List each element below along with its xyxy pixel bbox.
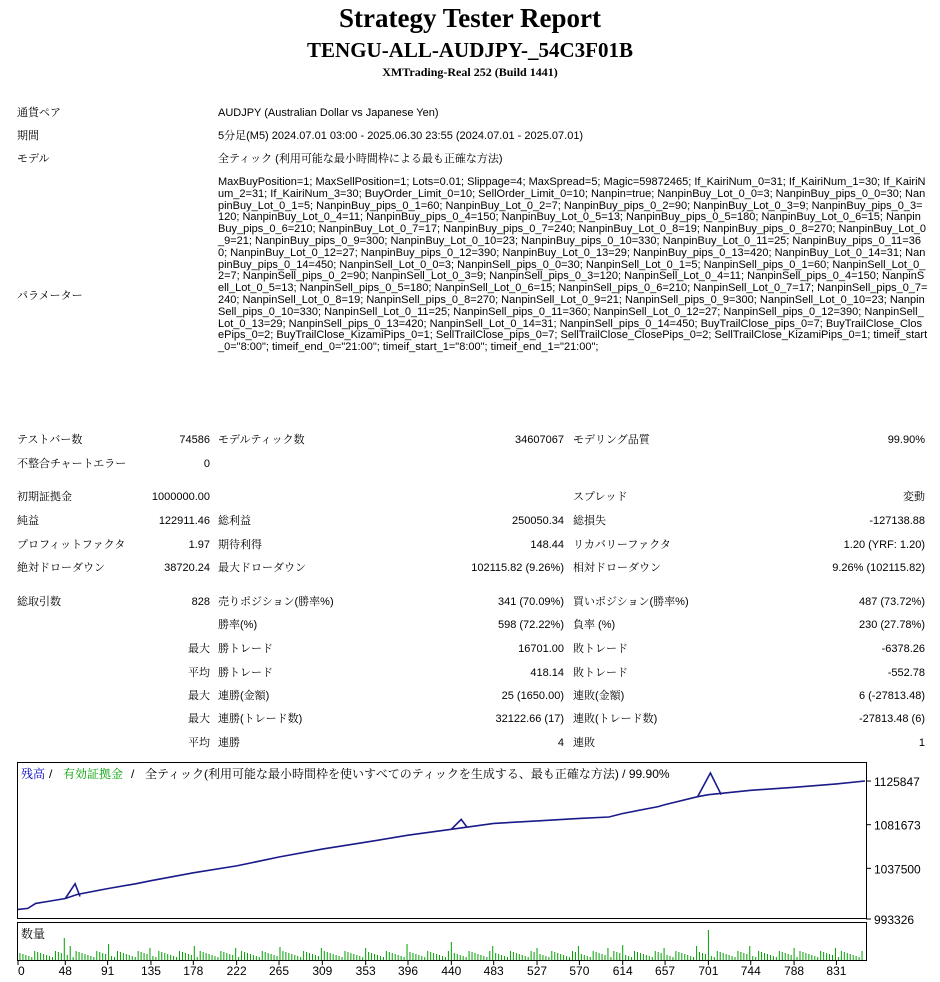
model-value: 全ティック (利用可能な最小時間枠による最も正確な方法) xyxy=(218,153,503,165)
quality-label: モデリング品質 xyxy=(573,434,650,446)
bars-value: 74586 xyxy=(179,434,210,446)
max-consec-profit-label: 連勝(トレード数) xyxy=(218,713,303,725)
spread-label: スプレッド xyxy=(573,491,628,503)
max-word-3: 最大 xyxy=(188,713,210,725)
quality-value: 99.90% xyxy=(887,434,925,446)
recovery-label: リカバリーファクタ xyxy=(573,539,671,551)
gross-profit-label: 総利益 xyxy=(218,515,251,527)
x-tick-label: 91 xyxy=(100,964,115,977)
x-tick-label: 178 xyxy=(183,964,204,977)
y-tick-label: 993326 xyxy=(874,913,915,927)
max-word: 最大 xyxy=(188,643,210,655)
max-consec-loss-label: 連敗(金額) xyxy=(573,690,625,702)
long-value: 487 (73.72%) xyxy=(858,596,925,608)
x-tick-label: 135 xyxy=(140,964,161,977)
max-consec-lossamt-label: 連敗(トレード数) xyxy=(573,713,658,725)
report-title: Strategy Tester Report xyxy=(339,3,601,33)
max-consec-win-label: 連勝(金額) xyxy=(218,690,270,702)
avg-win-label: 勝トレード xyxy=(218,667,273,679)
report-subtitle: TENGU-ALL-AUDJPY-_54C3F01B xyxy=(307,38,633,62)
pf-label: プロフィットファクタ xyxy=(17,539,126,551)
spread-value: 変動 xyxy=(903,491,925,503)
server-info: XMTrading-Real 252 (Build 1441) xyxy=(382,65,558,79)
max-dd-label: 最大ドローダウン xyxy=(218,562,306,574)
period-label: 期間 xyxy=(17,130,39,142)
net-value: 122911.46 xyxy=(158,515,210,527)
max-dd-value: 102115.82 (9.26%) xyxy=(471,562,564,574)
net-label: 純益 xyxy=(17,515,39,527)
gross-loss-label: 総損失 xyxy=(573,515,606,527)
expected-value: 148.44 xyxy=(530,539,564,551)
max-consec-lossamt-value: -27813.48 (6) xyxy=(858,713,925,725)
max-consec-loss-value: 6 (-27813.48) xyxy=(858,690,925,702)
x-tick-label: 222 xyxy=(226,964,247,977)
symbol-label: 通貨ペア xyxy=(17,107,61,119)
volume-label: 数量 xyxy=(21,927,46,941)
gross-loss-value: -127138.88 xyxy=(869,515,925,527)
max-consec-win-value: 25 (1650.00) xyxy=(501,690,564,702)
legend-sep-2: / xyxy=(131,767,135,781)
avg-word: 平均 xyxy=(188,667,210,679)
avg-word-2: 平均 xyxy=(188,737,210,749)
gross-profit-value: 250050.34 xyxy=(512,515,564,527)
avg-consec-loss-value: 1 xyxy=(918,737,925,749)
largest-loss-label: 敗トレード xyxy=(573,643,628,655)
largest-loss-value: -6378.26 xyxy=(881,643,925,655)
x-tick-label: 48 xyxy=(58,964,72,977)
y-tick-label: 1037500 xyxy=(874,862,921,877)
avg-consec-win-value: 4 xyxy=(557,737,564,749)
model-label: モデル xyxy=(17,153,50,165)
params-value: MaxBuyPosition=1; MaxSellPosition=1; Lots=0.01; Slippage=4; MaxSpread=5; Magic=59872465; If_KairiNum_0=31; If_KairiNum_1=30; If_KairiNum_2=31; If_KairiNum_3=30; BuyOrder_Limit_0=10; SellOrder_Limit_0=10; Nanpin=true; NanpinBuy_Lot_0_0=3; NanpinBuy_pips_0_0=30; NanpinBuy_Lot_0_1=5; NanpinBuy_pips_0_1=60; NanpinBuy_Lot_0_2=7; NanpinBuy_pips_0_2=90; NanpinBuy_Lot_0_3=9; NanpinBuy_pips_0_3=120; NanpinBuy_Lot_0_4=11; NanpinBuy_pips_0_4=150; NanpinBuy_Lot_0_5=13; NanpinBuy_pips_0_5=180; NanpinBuy_Lot_0_6=15; NanpinBuy_pips_0_6=210; NanpinBuy_Lot_0_7=17; NanpinBuy_pips_0_7=240; NanpinBuy_Lot_0_8=19; NanpinBuy_pips_0_8=270; NanpinBuy_Lot_0_9=21; NanpinBuy_pips_0_9=300; NanpinBuy_Lot_0_10=23; NanpinBuy_pips_0_10=330; NanpinBuy_Lot_0_11=25; NanpinBuy_pips_0_11=360; NanpinBuy_Lot_0_12=27; NanpinBuy_pips_0_12=390; NanpinBuy_Lot_0_13=29; NanpinBuy_pips_0_13=420; NanpinBuy_Lot_0_14=31; NanpinBuy_pips_0_14=450; NanpinSell_Lot_0_0=3; NanpinSell_pips_0_0=30; NanpinSell_Lot_0_1=5; NanpinSell_pips_0_1=60; NanpinSell_Lot_0_2=7; NanpinSell_pips_0_2=90; NanpinSell_Lot_0_3=9; NanpinSell_pips_0_3=120; NanpinSell_Lot_0_4=11; NanpinSell_pips_0_4=150; NanpinSell_Lot_0_5=13; NanpinSell_pips_0_5=180; NanpinSell_Lot_0_6=15; NanpinSell_pips_0_6=210; NanpinSell_Lot_0_7=17; NanpinSell_pips_0_7=240; NanpinSell_Lot_0_8=19; NanpinSell_pips_0_8=270; NanpinSell_Lot_0_9=21; NanpinSell_pips_0_9=300; NanpinSell_Lot_0_10=23; NanpinSell_pips_0_10=330; NanpinSell_Lot_0_11=25; NanpinSell_pips_0_11=360; NanpinSell_Lot_0_12=27; NanpinSell_pips_0_12=390; NanpinSell_Lot_0_13=29; NanpinSell_pips_0_13=420; NanpinSell_Lot_0_14=31; NanpinSell_pips_0_14=450; BuyTrailClose_pips_0=7; BuyTrailClose_ClosePips_0=2; BuyTrailClose_KizamiPips_0=1; SellTrailClose_pips_0=7; SellTrailClose_ClosePips_0=2; SellTrailClose_KizamiPips_0=1; timeif_start_0="8:00"; timeif_end_0="21:00"; timeif_start_1="8:00"; timeif_end_1="21:00"; xyxy=(218,176,928,354)
x-tick-label: 570 xyxy=(569,964,590,977)
y-tick-label: 1081673 xyxy=(874,818,921,833)
ticks-label: モデルティック数 xyxy=(218,434,305,446)
largest-win-value: 16701.00 xyxy=(518,643,564,655)
max-word-2: 最大 xyxy=(188,690,210,702)
x-tick-label: 265 xyxy=(268,964,290,977)
rel-dd-value: 9.26% (102115.82) xyxy=(832,562,925,574)
avg-win-value: 418.14 xyxy=(530,667,564,679)
period-value: 5分足(M5) 2024.07.01 03:00 - 2025.06.30 23:55 (2024.07.01 - 2025.07.01) xyxy=(218,130,584,142)
abs-dd-label: 絶対ドローダウン xyxy=(17,562,105,574)
largest-win-label: 勝トレード xyxy=(218,643,273,655)
x-tick-label: 309 xyxy=(312,964,333,977)
x-tick-label: 657 xyxy=(655,964,676,977)
short-label: 売りポジション(勝率%) xyxy=(218,596,334,608)
legend-equity: 有効証拠金 xyxy=(63,767,124,781)
mismatch-label: 不整合チャートエラー xyxy=(17,458,127,470)
main-plot-frame xyxy=(18,763,867,919)
x-tick-label: 614 xyxy=(612,964,633,977)
params-label: パラメーター xyxy=(17,290,83,302)
x-tick-label: 396 xyxy=(397,964,419,977)
avg-consec-win-label: 連勝 xyxy=(218,737,240,749)
win-value: 598 (72.22%) xyxy=(497,619,564,631)
x-tick-label: 440 xyxy=(441,964,462,977)
x-tick-label: 483 xyxy=(483,964,504,977)
avg-loss-label: 敗トレード xyxy=(573,667,628,679)
short-value: 341 (70.09%) xyxy=(497,596,564,608)
deposit-value: 1000000.00 xyxy=(151,491,210,503)
ticks-value: 34607067 xyxy=(515,434,564,446)
long-label: 買いポジション(勝率%) xyxy=(573,596,689,608)
pf-value: 1.97 xyxy=(188,539,210,551)
avg-loss-value: -552.78 xyxy=(887,667,925,679)
max-consec-profit-value: 32122.66 (17) xyxy=(495,713,564,725)
x-tick-label: 0 xyxy=(18,964,25,977)
trades-label: 総取引数 xyxy=(17,596,61,608)
expected-label: 期待利得 xyxy=(218,539,262,551)
recovery-value: 1.20 (YRF: 1.20) xyxy=(843,539,925,551)
loss-value: 230 (27.78%) xyxy=(858,619,925,631)
x-tick-label: 831 xyxy=(826,964,847,977)
legend-balance: 残高 xyxy=(21,767,46,781)
symbol-value: AUDJPY (Australian Dollar vs Japanese Yen) xyxy=(218,107,439,119)
loss-label: 負率 (%) xyxy=(573,619,616,631)
x-tick-label: 353 xyxy=(355,964,376,977)
avg-consec-loss-label: 連敗 xyxy=(573,737,595,749)
balance-chart xyxy=(17,762,940,977)
x-tick-label: 701 xyxy=(698,964,719,977)
y-axis-ticks xyxy=(866,775,921,927)
y-tick-label: 1125847 xyxy=(874,775,920,790)
win-label: 勝率(%) xyxy=(218,619,258,631)
x-tick-label: 527 xyxy=(527,964,548,977)
x-tick-label: 788 xyxy=(784,964,805,977)
volume-plot-frame xyxy=(18,923,867,961)
balance-chart-svg xyxy=(17,762,940,977)
rel-dd-label: 相対ドローダウン xyxy=(573,562,661,574)
x-tick-label: 744 xyxy=(740,964,761,977)
trades-value: 828 xyxy=(191,596,210,608)
mismatch-value: 0 xyxy=(203,458,210,470)
deposit-label: 初期証拠金 xyxy=(17,491,72,503)
bars-label: テストバー数 xyxy=(17,434,83,446)
legend-sep-1: / xyxy=(49,767,53,781)
abs-dd-value: 38720.24 xyxy=(164,562,210,574)
legend-model: 全ティック(利用可能な最小時間枠を使いすべてのティックを生成する、最も正確な方法) / 99.90% xyxy=(145,767,670,781)
x-axis-ticks xyxy=(18,961,847,977)
